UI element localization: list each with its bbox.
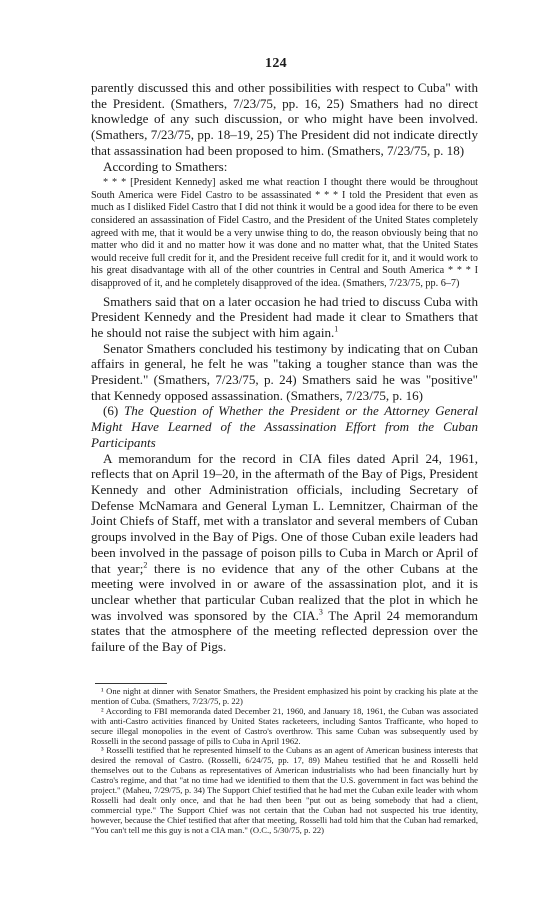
paragraph-memorandum bbox=[91, 451, 478, 655]
footnote-marker-2: 2 bbox=[143, 560, 148, 570]
footnote-1: ¹ One night at dinner with Senator Smathers, the President emphasized his point by cracking his plate at the mention of Cuba. (Smathers, 7/23/75, p. 22) bbox=[91, 686, 478, 706]
footnote-marker-3: 3 bbox=[318, 607, 323, 617]
paragraph-continuation: parently discussed this and other possibilities with respect to Cuba" with the President. (Smathers, 7/23/75, pp. 16, 25) Smathers had no direct knowledge of any such discussion, or who might have been involved. (Smathers, 7/23/75, pp. 18–19, 25) The President did not indicate directly that assassination had been proposed to him. (Smathers, 7/23/75, p. 18) bbox=[91, 80, 478, 158]
paragraph-testimony-conclusion: Senator Smathers concluded his testimony by indicating that on Cuban affairs in general, he felt he was "taking a tougher stance than was the President." (Smathers, 7/23/75, p. 24) Smathers said he was "positive" that Kennedy opposed assassination. (Smathers, 7/23/75, p. 16) bbox=[91, 340, 478, 403]
footnote-2: ² According to FBI memoranda dated December 21, 1960, and January 18, 1961, the Cuban was associated with anti-Castro activities financed by United States racketeers, including Santos Trafficante, who hoped to secure illegal monopolies in the event of Castro's overthrow. This same Cuban was subsequently used by Rosselli in the second passage of pills to Cuba in April 1962. bbox=[91, 705, 478, 746]
page-number: 124 bbox=[265, 56, 287, 71]
paragraph-intro-quote: According to Smathers: bbox=[103, 158, 228, 174]
paragraph-text: The April 24 memorandum states that the atmosphere of the meeting reflected depression over the failure of the Bay of Pigs. bbox=[91, 607, 478, 655]
section-number: (6) bbox=[103, 403, 119, 419]
paragraph-text: Smathers said that on a later occasion he had tried to discuss Cuba with President Kennedy and the President had made it clear to Smathers that he should not raise the subject with him again. bbox=[91, 293, 478, 340]
footnotes bbox=[91, 683, 478, 836]
paragraph-text: there is no evidence that any of the other Cubans at the meeting were involved in or aware of the assassination plot, and it is unclear whether that particular Cuban realized that the plot in which he was involved was sponsored by the CIA. bbox=[91, 560, 478, 623]
paragraph-text: A memorandum for the record in CIA files dated April 24, 1961, reflects that on April 19–20, in the aftermath of the Bay of Pigs, President Kennedy and other Administration officials, including Secretary of Defense McNamara and General Lyman L. Lemnitzer, Chairman of the Joint Chiefs of Staff, met with a translator and several members of Cuban groups involved in the Bay of Pigs. One of those Cuban exile leaders had been involved in the passage of poison pills to Cuba in March or April of that year; bbox=[91, 450, 478, 576]
footnote-marker-1: 1 bbox=[334, 324, 339, 334]
section-title: The Question of Whether the President or the Attorney General Might Have Learned of the Assassination Effort from the Cuban Participants bbox=[91, 403, 478, 450]
section-heading bbox=[91, 403, 478, 450]
body-text bbox=[91, 80, 478, 655]
footnote-divider bbox=[95, 683, 167, 684]
footnote-3: ³ Rosselli testified that he represented himself to the Cubans as an agent of American business interests that desired the removal of Castro. (Rosselli, 6/24/75, pp. 17, 89) Maheu testified that he and Rosselli held themselves out to the Cubans as representatives of American industrialists who had been financially hurt by Castro's regime, and that "at no time had we identified to them that the U.S. government in fact was behind the project." (Maheu, 7/29/75, p. 34) The Support Chief testified that he had met the Cuban exile leader with whom Rosselli had dealt only once, and that he had then been "put out as being somebody that had a client, commercial type." The Support Chief was not certain that the Cuban had not suspected his true identity, however, because the Chief testified that after that meeting, Rosselli had told him that the Cuban had remarked, "You can't tell me this guy is not a CIA man." (O.C., 5/30/75, p. 22) bbox=[91, 745, 478, 835]
block-quote: * * * [President Kennedy] asked me what reaction I thought there would be throughout South America were Fidel Castro to be assassinated * * * I told the President that even as much as I disliked Fidel Castro that I did not think it would be a good idea for there to be even considered an assassination of Fidel Castro, and the President of the United States completely agreed with me, that it would be a very unwise thing to do, the reason obviously being that no matter who did it and no matter how it was done and no matter what, that the United States would receive full credit for it, and the President receive full credit for it, and it would work to his great disadvantage with all of the other countries in Central and South America * * * I disapproved of it, and he completely disapproved of the idea. (Smathers, 7/23/75, pp. 6–7) bbox=[91, 177, 478, 289]
paragraph-later-occasion bbox=[91, 294, 478, 341]
